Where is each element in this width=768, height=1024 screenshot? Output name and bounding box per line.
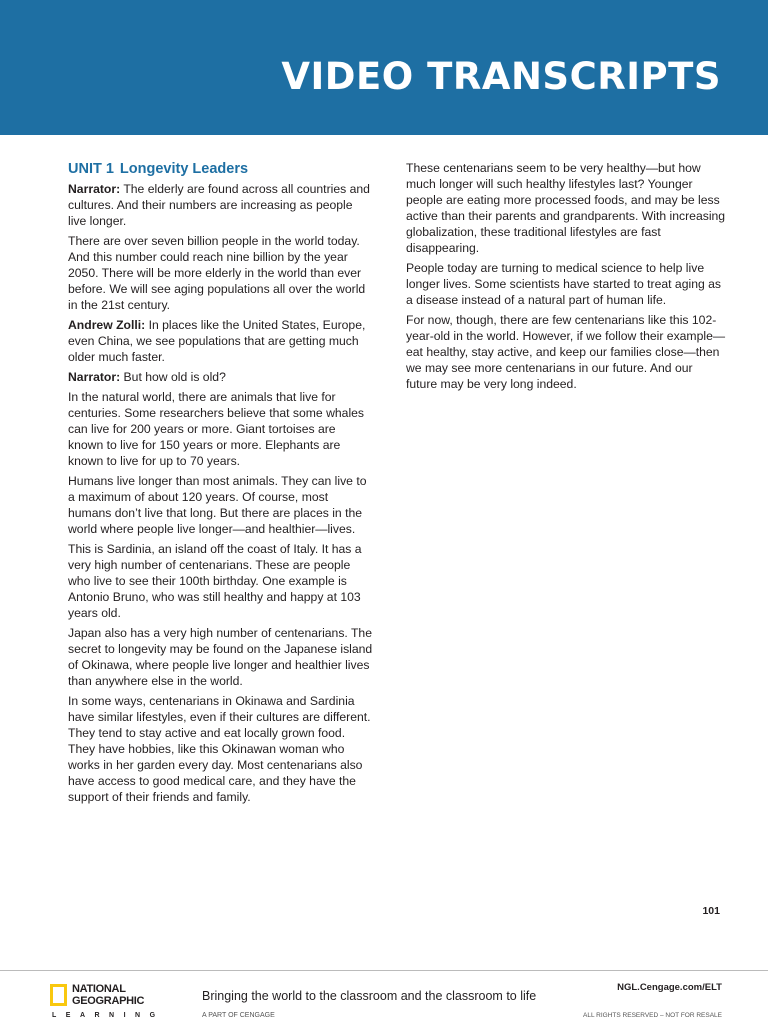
paragraph-text: This is Sardinia, an island off the coast of Italy. It has a very high number of centenarians. These are people who live to see their 100th birthday. One example is Antonio Bruno, who was still healthy and happy at 103 years old.: [68, 542, 362, 620]
paragraph-text: But how old is old?: [123, 370, 226, 384]
page-number: 101: [702, 905, 720, 917]
footer-rights: ALL RIGHTS RESERVED – NOT FOR RESALE: [583, 1012, 722, 1019]
transcript-paragraph: [68, 541, 374, 621]
transcript-paragraph: [68, 389, 374, 469]
footer-parent-company: A PART OF CENGAGE: [202, 1012, 275, 1019]
logo-line-2: GEOGRAPHIC: [72, 995, 145, 1007]
unit-number: UNIT 1: [68, 161, 114, 177]
transcript-paragraph: [68, 233, 374, 313]
transcript-paragraph: [68, 181, 374, 229]
footer-divider: [0, 970, 768, 971]
paragraph-text: Humans live longer than most animals. They can live to a maximum of about 120 years. Of course, most humans don’t live that long. But there are places in the world where people live longer—and healthier—lives.: [68, 474, 367, 536]
unit-name: Longevity Leaders: [119, 161, 249, 177]
speaker-label: Narrator:: [68, 182, 121, 196]
footer-tagline: Bringing the world to the classroom and the classroom to life: [202, 989, 537, 1003]
paragraph-text: Japan also has a very high number of centenarians. The secret to longevity may be found on the Japanese island of Okinawa, where people live longer and healthier lives than anywhere else in the world.: [68, 626, 373, 688]
page-title: VIDEO TRANSCRIPTS: [281, 55, 721, 98]
transcript-paragraph: [68, 625, 374, 689]
header-band: [0, 0, 768, 135]
speaker-label: Andrew Zolli:: [68, 318, 146, 332]
left-column: [68, 160, 374, 809]
transcript-paragraph: [68, 693, 374, 805]
footer-url: NGL.Cengage.com/ELT: [617, 982, 722, 993]
paragraph-text: In some ways, centenarians in Okinawa and Sardinia have similar lifestyles, even if their cultures are different. They tend to stay active and eat locally grown food. They have hobbies, like this Okinawan woman who works in her garden every day. Most centenarians also have access to good medical care, and they have the support of their friends and family.: [68, 694, 371, 804]
transcript-paragraph: For now, though, there are few centenarians like this 102-year-old in the world. However, if we follow their example—eat healthy, stay active, and keep our families close—then we may see more centenarians in our future. And our future may be very long indeed.: [406, 313, 726, 391]
unit-heading: [68, 160, 374, 178]
yellow-frame-icon: [50, 984, 67, 1006]
right-column: [406, 160, 726, 396]
transcript-paragraph: These centenarians seem to be very healthy—but how much longer will such healthy lifestyles last? Younger people are eating more processed foods, and may be less active than their parents and grandparents. With increasing globalization, these traditional lifestyles are fast disappearing.: [406, 161, 726, 255]
transcript-paragraph: [68, 317, 374, 365]
transcript-paragraph: [68, 369, 374, 385]
paragraph-text: There are over seven billion people in the world today. And this number could reach nine billion by the year 2050. There will be more elderly in the world than ever before. We will see aging populations all over the world in the 21st century.: [68, 234, 366, 312]
transcript-paragraph: People today are turning to medical science to help live longer lives. Some scientists have started to treat aging as a disease instead of a natural part of human life.: [406, 261, 722, 307]
national-geographic-learning-logo: [50, 983, 165, 1023]
transcript-paragraph: [68, 473, 374, 537]
speaker-label: Narrator:: [68, 370, 121, 384]
logo-line-1: NATIONAL: [72, 983, 126, 995]
paragraph-text: In the natural world, there are animals that live for centuries. Some researchers believe that some whales can live for 200 years or more. Giant tortoises are known to live for 150 years or more. Elephants are known to live for up to 70 years.: [68, 390, 365, 468]
logo-wordmark: [72, 983, 144, 1007]
paragraph-text: In places like the United States, Europe, even China, we see populations that are getting much older much faster.: [68, 318, 366, 364]
logo-learning: LEARNING: [52, 1012, 165, 1019]
paragraph-text: The elderly are found across all countries and cultures. And their numbers are increasing as people live longer.: [68, 182, 370, 228]
